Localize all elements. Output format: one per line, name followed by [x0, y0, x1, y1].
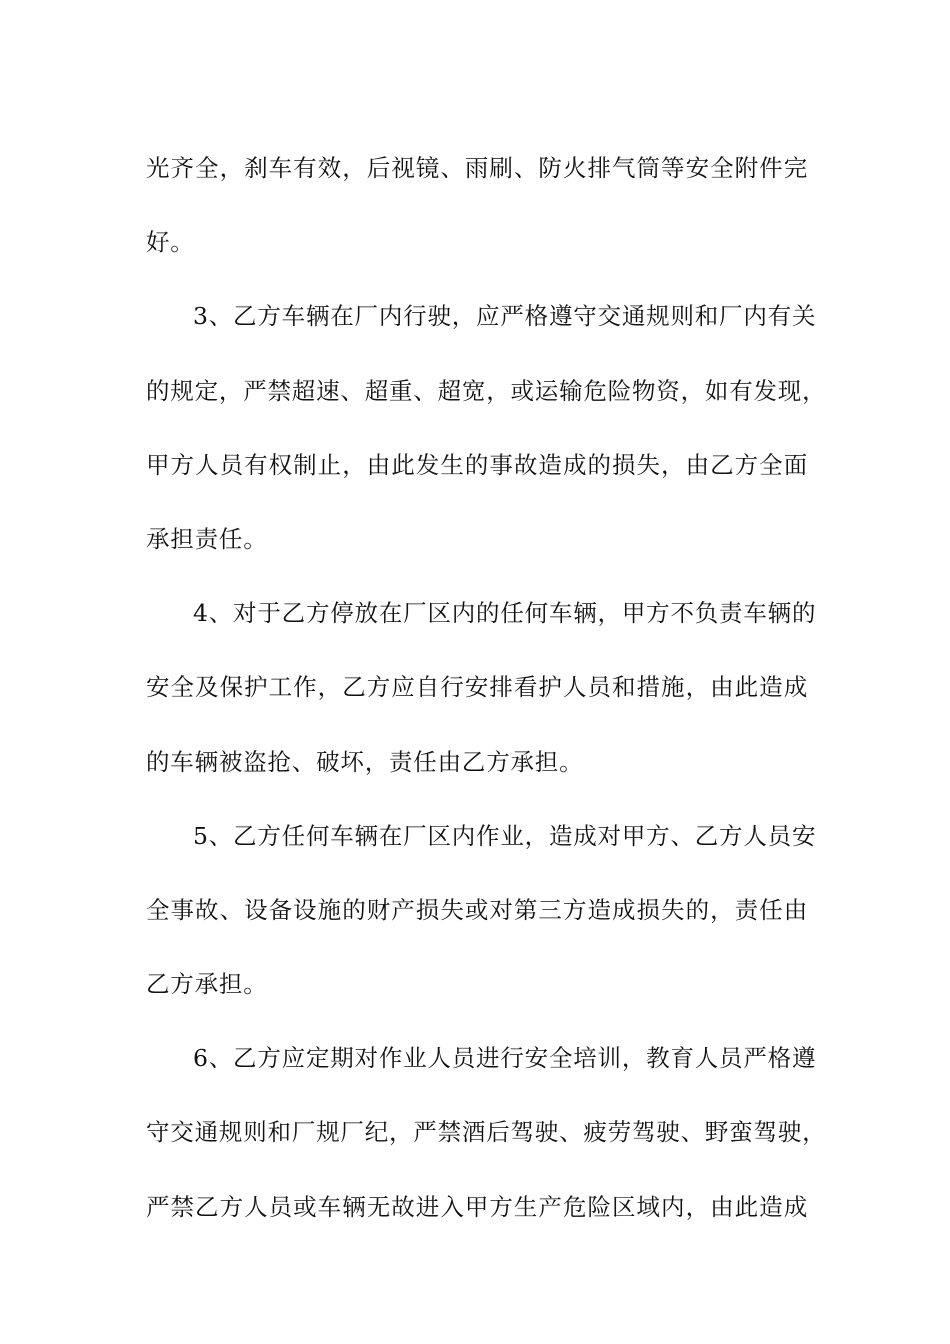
text-line: 严禁乙方人员或车辆无故进入甲方生产危险区域内，由此造成 — [146, 1192, 808, 1221]
text-line: 乙方承担。 — [146, 970, 268, 999]
text-line: 甲方人员有权制止，由此发生的事故造成的损失，由乙方全面 — [146, 450, 808, 479]
paragraph-6-start: 6、乙方应定期对作业人员进行安全培训，教育人员严格遵 — [193, 1044, 817, 1073]
text-line: 守交通规则和厂规厂纪，严禁酒后驾驶、疲劳驾驶、野蛮驾驶， — [146, 1118, 827, 1147]
paragraph-3-start: 3、乙方车辆在厂内行驶，应严格遵守交通规则和厂内有关 — [193, 302, 817, 331]
text-line: 的规定，严禁超速、超重、超宽，或运输危险物资，如有发现， — [146, 376, 827, 405]
text-line: 好。 — [146, 228, 195, 257]
text-line: 全事故、设备设施的财产损失或对第三方造成损失的，责任由 — [146, 895, 808, 924]
text-line: 安全及保护工作，乙方应自行安排看护人员和措施，由此造成 — [146, 673, 808, 702]
text-line: 的车辆被盗抢、破坏，责任由乙方承担。 — [146, 747, 584, 776]
text-line: 承担责任。 — [146, 524, 268, 553]
paragraph-4-start: 4、对于乙方停放在厂区内的任何车辆，甲方不负责车辆的 — [193, 599, 817, 628]
paragraph-5-start: 5、乙方任何车辆在厂区内作业，造成对甲方、乙方人员安 — [193, 821, 817, 850]
text-line: 光齐全，刹车有效，后视镜、雨刷、防火排气筒等安全附件完 — [146, 154, 808, 182]
document-body — [146, 131, 827, 1244]
